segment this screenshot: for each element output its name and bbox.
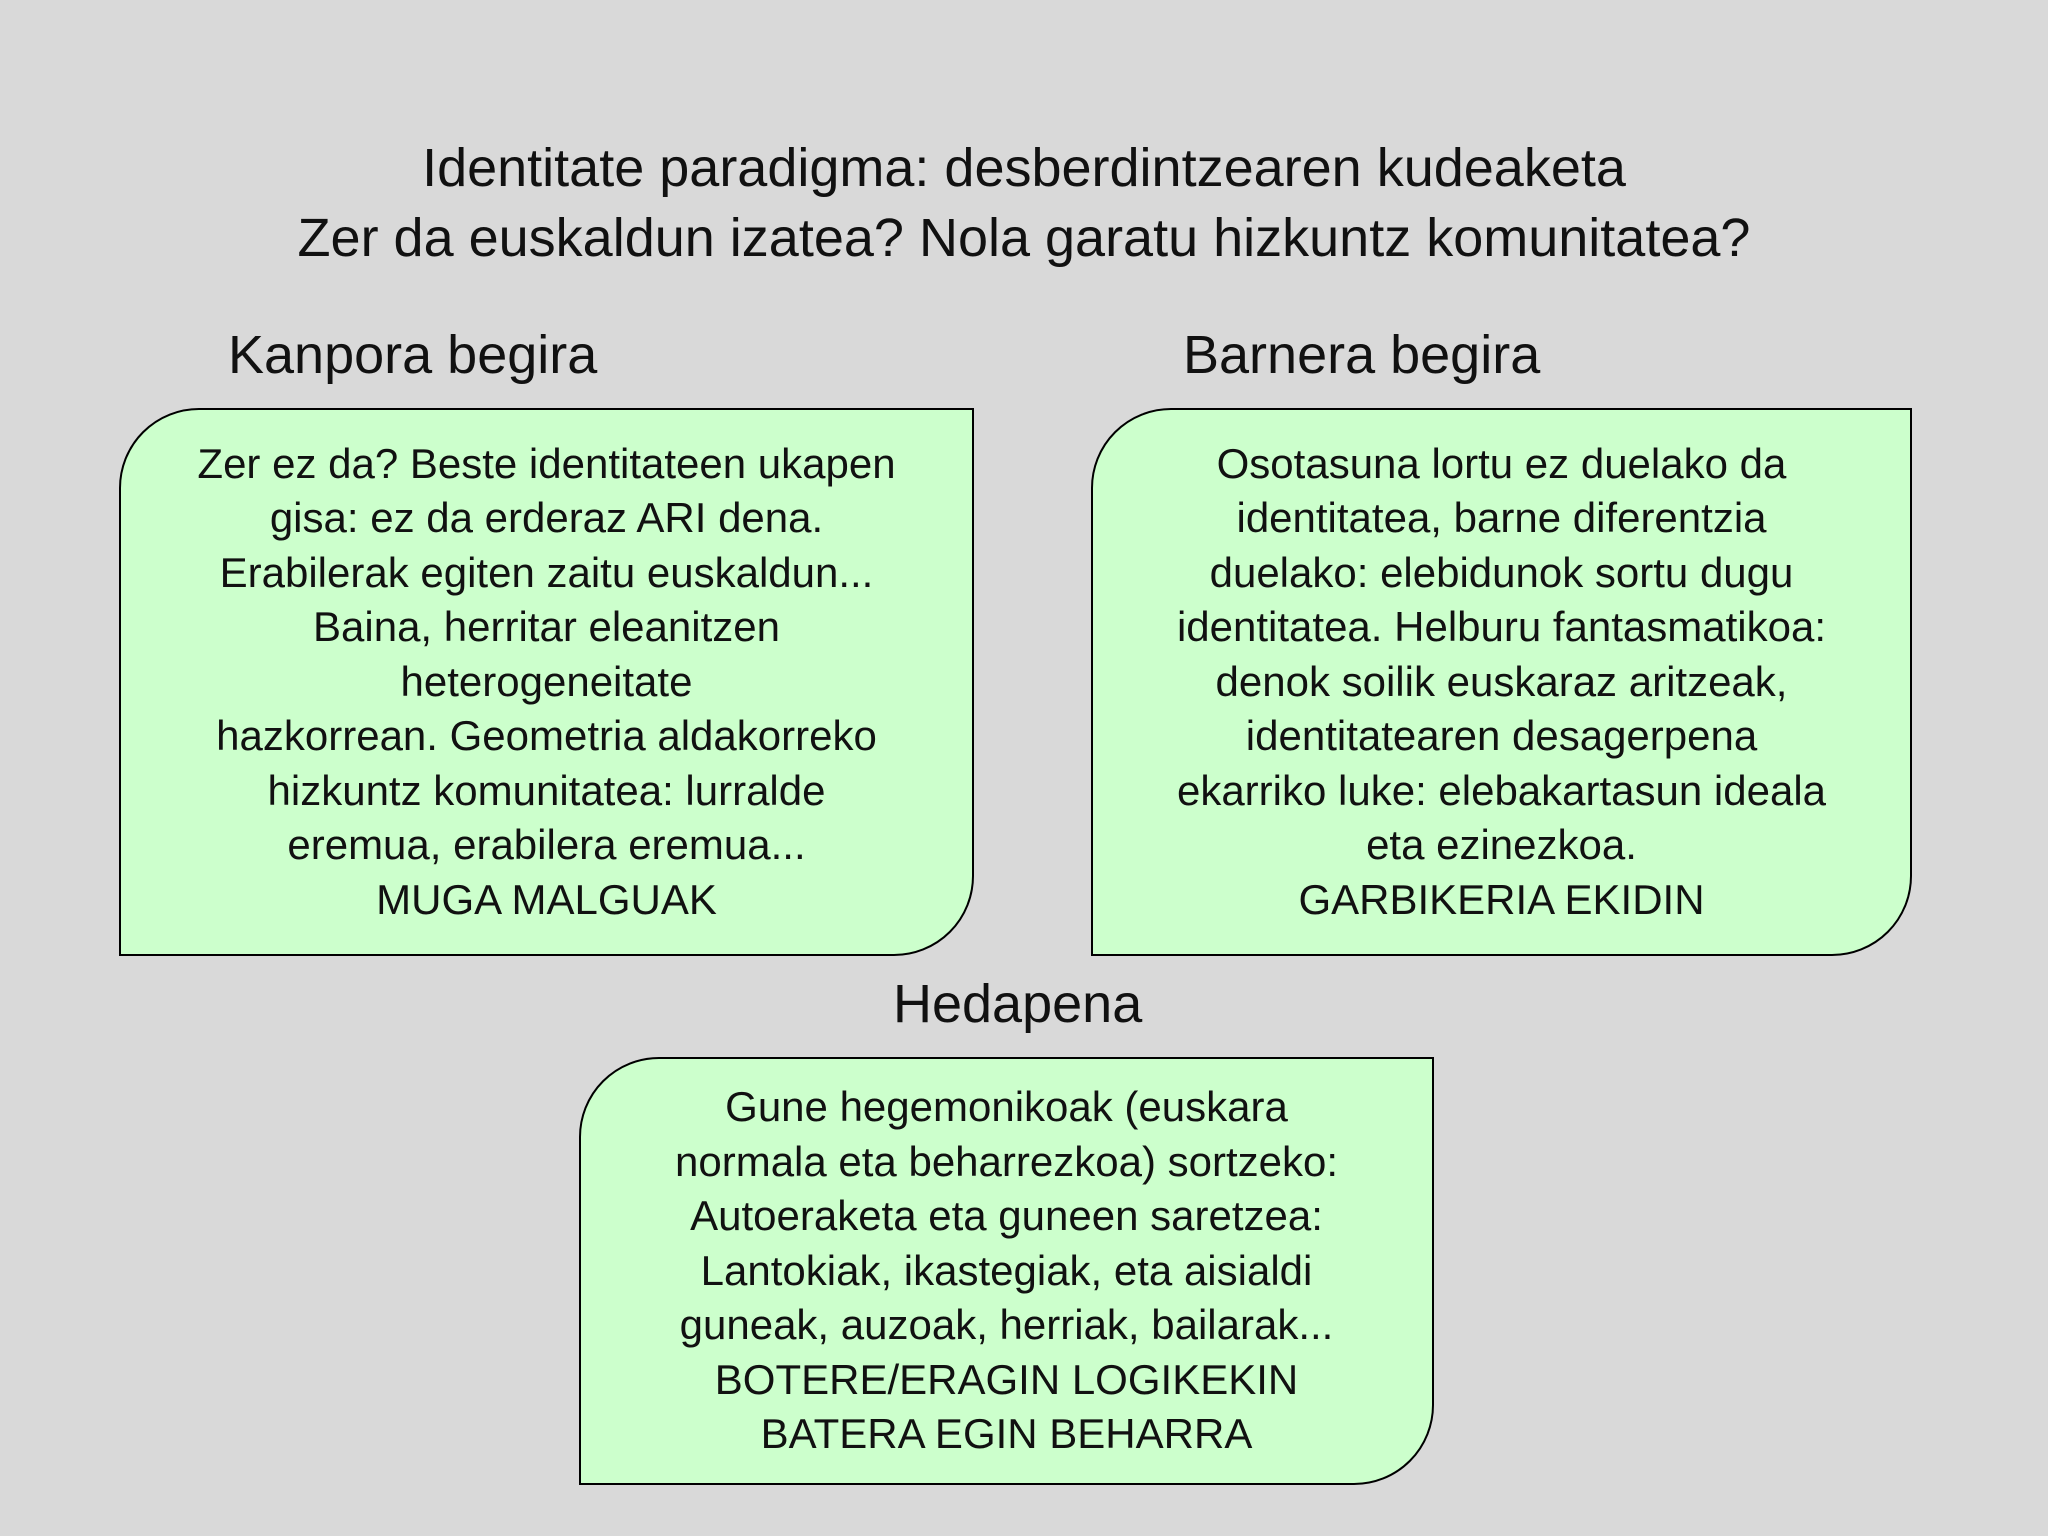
slide-title (0, 133, 2048, 273)
text-line: Zer ez da? Beste identitateen ukapen (197, 439, 896, 487)
text-line: guneak, auzoak, herriak, bailarak... (679, 1301, 1334, 1349)
text-line: ekarriko luke: elebakartasun ideala (1176, 766, 1827, 814)
box-barnera-begira-text (1093, 437, 1910, 928)
text-line: MUGA MALGUAK (376, 875, 717, 923)
box-kanpora-begira (119, 408, 974, 956)
text-line: Erabilerak egiten zaitu euskaldun... (219, 548, 874, 596)
box-barnera-begira (1091, 408, 1912, 956)
text-line: Lantokiak, ikastegiak, eta aisialdi (700, 1246, 1313, 1294)
text-line: Gune hegemonikoak (euskara (725, 1083, 1288, 1131)
heading-hedapena: Hedapena (893, 974, 1143, 1034)
heading-barnera-begira: Barnera begira (1183, 325, 1541, 385)
text-line: identitatearen desagerpena (1245, 712, 1758, 760)
title-line-1: Identitate paradigma: desberdintzearen kudeaketa (422, 138, 1626, 198)
box-hedapena (579, 1057, 1434, 1485)
text-line: GARBIKERIA EKIDIN (1298, 875, 1705, 923)
box-kanpora-begira-text (121, 437, 972, 928)
text-line: eremua, erabilera eremua... (287, 821, 806, 869)
text-line: duelako: elebidunok sortu dugu (1209, 548, 1794, 596)
text-line: Baina, herritar eleanitzen (313, 603, 780, 651)
text-line: Osotasuna lortu ez duelako da (1216, 439, 1787, 487)
text-line: denok soilik euskaraz aritzeak, (1215, 657, 1788, 705)
title-line-2: Zer da euskaldun izatea? Nola garatu hizkuntz komunitatea? (297, 208, 1751, 268)
text-line: BOTERE/ERAGIN LOGIKEKIN (714, 1355, 1299, 1403)
heading-kanpora-begira: Kanpora begira (228, 325, 598, 385)
text-line: heterogeneitate (400, 657, 693, 705)
box-hedapena-text (581, 1080, 1432, 1462)
text-line: normala eta beharrezkoa) sortzeko: (675, 1137, 1338, 1185)
text-line: Autoeraketa eta guneen saretzea: (690, 1192, 1323, 1240)
text-line: hizkuntz komunitatea: lurralde (267, 766, 826, 814)
text-line: BATERA EGIN BEHARRA (760, 1410, 1253, 1458)
text-line: hazkorrean. Geometria aldakorreko (216, 712, 877, 760)
text-line: identitatea. Helburu fantasmatikoa: (1176, 603, 1827, 651)
text-line: eta ezinezkoa. (1366, 821, 1637, 869)
text-line: identitatea, barne diferentzia (1236, 494, 1767, 542)
text-line: gisa: ez da erderaz ARI dena. (269, 494, 824, 542)
